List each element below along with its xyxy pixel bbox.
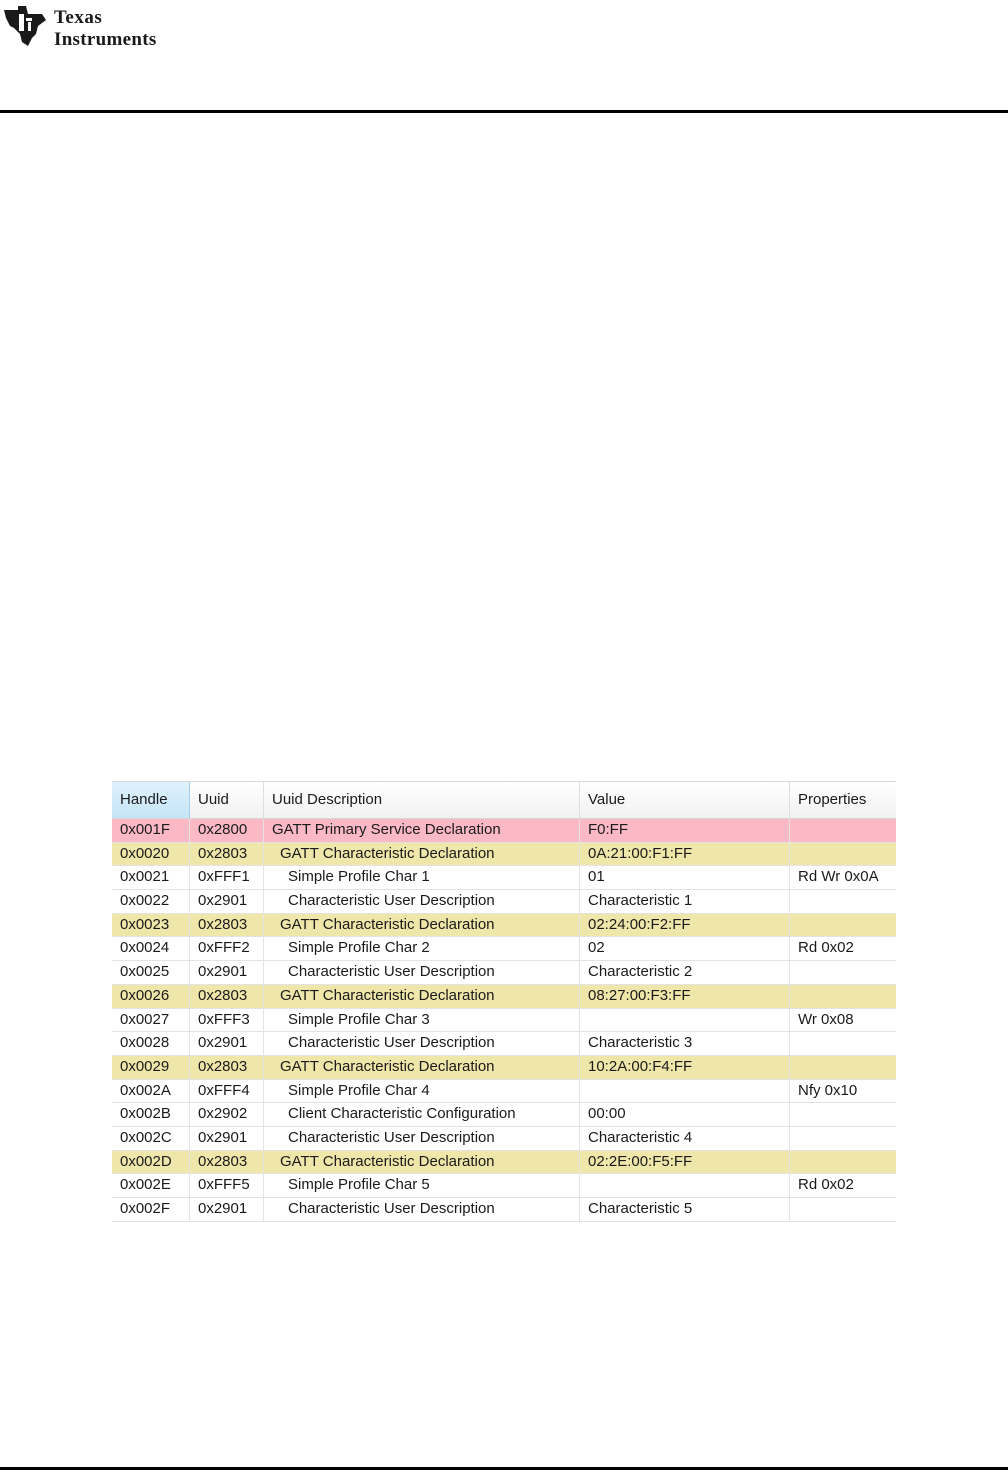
cell-uuid: 0xFFF5 (190, 1174, 264, 1197)
cell-uuid: 0x2803 (190, 843, 264, 866)
table-row[interactable] (112, 1174, 896, 1198)
cell-properties (790, 1056, 896, 1079)
cell-value: 02:2E:00:F5:FF (580, 1151, 790, 1174)
table-row[interactable] (112, 1009, 896, 1033)
table-row[interactable] (112, 1032, 896, 1056)
cell-properties: Rd 0x02 (798, 1176, 854, 1194)
column-header-handle[interactable]: Handle (112, 782, 190, 818)
cell-uuid: 0x2901 (190, 1127, 264, 1150)
cell-uuid-description: GATT Characteristic Declaration (264, 843, 580, 866)
table-row[interactable] (112, 1127, 896, 1151)
brand-line-1: Texas (54, 7, 103, 28)
cell-handle: 0x0028 (112, 1032, 190, 1055)
cell-handle: 0x002B (112, 1103, 190, 1126)
cell-properties (790, 1103, 896, 1126)
ti-logo (2, 4, 202, 54)
cell-handle: 0x002C (112, 1127, 190, 1150)
table-row[interactable] (112, 914, 896, 938)
cell-handle: 0x002F (112, 1198, 190, 1221)
cell-value: Characteristic 3 (580, 1032, 790, 1055)
column-header-value[interactable]: Value (580, 782, 790, 818)
cell-properties: Rd Wr 0x0A (798, 868, 879, 886)
cell-uuid-description: Simple Profile Char 4 (264, 1080, 580, 1103)
cell-properties (790, 890, 896, 913)
cell-properties (790, 914, 896, 937)
cell-properties (790, 1198, 896, 1221)
cell-value: 00:00 (580, 1103, 790, 1126)
cell-uuid-description: Characteristic User Description (264, 961, 580, 984)
cell-value: 02 (580, 937, 790, 960)
cell-uuid-description: GATT Characteristic Declaration (264, 914, 580, 937)
cell-uuid-description: Characteristic User Description (264, 1198, 580, 1221)
cell-uuid: 0x2901 (190, 890, 264, 913)
cell-properties (790, 843, 896, 866)
table-row[interactable] (112, 1198, 896, 1222)
cell-handle: 0x0029 (112, 1056, 190, 1079)
cell-uuid-description: GATT Characteristic Declaration (264, 1151, 580, 1174)
cell-uuid: 0xFFF2 (190, 937, 264, 960)
table-row[interactable] (112, 985, 896, 1009)
cell-uuid-description: Client Characteristic Configuration (264, 1103, 580, 1126)
cell-uuid: 0x2803 (190, 914, 264, 937)
table-row[interactable] (112, 866, 896, 890)
cell-value: Characteristic 5 (580, 1198, 790, 1221)
table-row[interactable] (112, 1103, 896, 1127)
cell-value: Characteristic 4 (580, 1127, 790, 1150)
cell-uuid-description: Simple Profile Char 2 (264, 937, 580, 960)
cell-uuid-description: Simple Profile Char 3 (264, 1009, 580, 1032)
table-row[interactable] (112, 937, 896, 961)
cell-properties (790, 1127, 896, 1150)
cell-value: 01 (580, 866, 790, 889)
cell-value: 0A:21:00:F1:FF (580, 843, 790, 866)
cell-value: 02:24:00:F2:FF (580, 914, 790, 937)
brand-wordmark (54, 8, 157, 49)
cell-handle: 0x0020 (112, 843, 190, 866)
cell-properties (790, 985, 896, 1008)
cell-handle: 0x0024 (112, 937, 190, 960)
cell-uuid-description: Simple Profile Char 1 (264, 866, 580, 889)
cell-value: Characteristic 2 (580, 961, 790, 984)
cell-uuid-description: Characteristic User Description (264, 890, 580, 913)
cell-uuid: 0xFFF4 (190, 1080, 264, 1103)
cell-handle: 0x0021 (112, 866, 190, 889)
cell-uuid: 0x2803 (190, 1151, 264, 1174)
cell-value: 10:2A:00:F4:FF (580, 1056, 790, 1079)
table-row[interactable] (112, 1056, 896, 1080)
ti-logo-icon (2, 4, 48, 48)
table-row[interactable] (112, 843, 896, 867)
cell-handle: 0x0022 (112, 890, 190, 913)
cell-uuid: 0x2901 (190, 961, 264, 984)
table-row[interactable] (112, 890, 896, 914)
cell-properties: Wr 0x08 (798, 1010, 854, 1028)
cell-handle: 0x0026 (112, 985, 190, 1008)
cell-handle: 0x002A (112, 1080, 190, 1103)
cell-handle: 0x001F (112, 819, 190, 842)
cell-uuid-description: GATT Characteristic Declaration (264, 1056, 580, 1079)
cell-uuid: 0x2803 (190, 1056, 264, 1079)
cell-value (580, 1174, 790, 1197)
page-header (0, 0, 1008, 112)
column-header-uuid[interactable]: Uuid (190, 782, 264, 818)
column-header-uuid-description[interactable]: Uuid Description (264, 782, 580, 818)
cell-properties (790, 961, 896, 984)
table-row[interactable] (112, 1080, 896, 1104)
table-body (112, 819, 896, 1222)
cell-handle: 0x002D (112, 1151, 190, 1174)
cell-uuid: 0x2800 (190, 819, 264, 842)
table-row[interactable] (112, 1151, 896, 1175)
cell-uuid: 0x2901 (190, 1032, 264, 1055)
cell-properties (790, 1151, 896, 1174)
cell-value (580, 1009, 790, 1032)
table-row[interactable] (112, 819, 896, 843)
gatt-attribute-table (112, 781, 896, 1222)
cell-uuid-description: GATT Characteristic Declaration (264, 985, 580, 1008)
cell-properties (790, 1032, 896, 1055)
brand-line-2: Instruments (54, 29, 157, 50)
cell-handle: 0x002E (112, 1174, 190, 1197)
cell-handle: 0x0023 (112, 914, 190, 937)
cell-properties: Nfy 0x10 (798, 1081, 858, 1099)
cell-uuid: 0x2901 (190, 1198, 264, 1221)
cell-uuid-description: Simple Profile Char 5 (264, 1174, 580, 1197)
cell-uuid-description: Characteristic User Description (264, 1032, 580, 1055)
cell-value (580, 1080, 790, 1103)
cell-uuid-description: Characteristic User Description (264, 1127, 580, 1150)
cell-properties (790, 819, 896, 842)
cell-value: F0:FF (580, 819, 790, 842)
cell-uuid-description: GATT Primary Service Declaration (264, 819, 580, 842)
column-header-properties[interactable]: Properties (798, 791, 867, 808)
cell-handle: 0x0027 (112, 1009, 190, 1032)
cell-uuid: 0x2803 (190, 985, 264, 1008)
header-rule (0, 110, 1008, 113)
cell-uuid: 0x2902 (190, 1103, 264, 1126)
table-header (112, 782, 896, 819)
cell-value: 08:27:00:F3:FF (580, 985, 790, 1008)
table-row[interactable] (112, 961, 896, 985)
footer-rule (0, 1467, 1008, 1470)
cell-handle: 0x0025 (112, 961, 190, 984)
cell-properties: Rd 0x02 (798, 939, 854, 957)
cell-uuid: 0xFFF1 (190, 866, 264, 889)
cell-uuid: 0xFFF3 (190, 1009, 264, 1032)
cell-value: Characteristic 1 (580, 890, 790, 913)
